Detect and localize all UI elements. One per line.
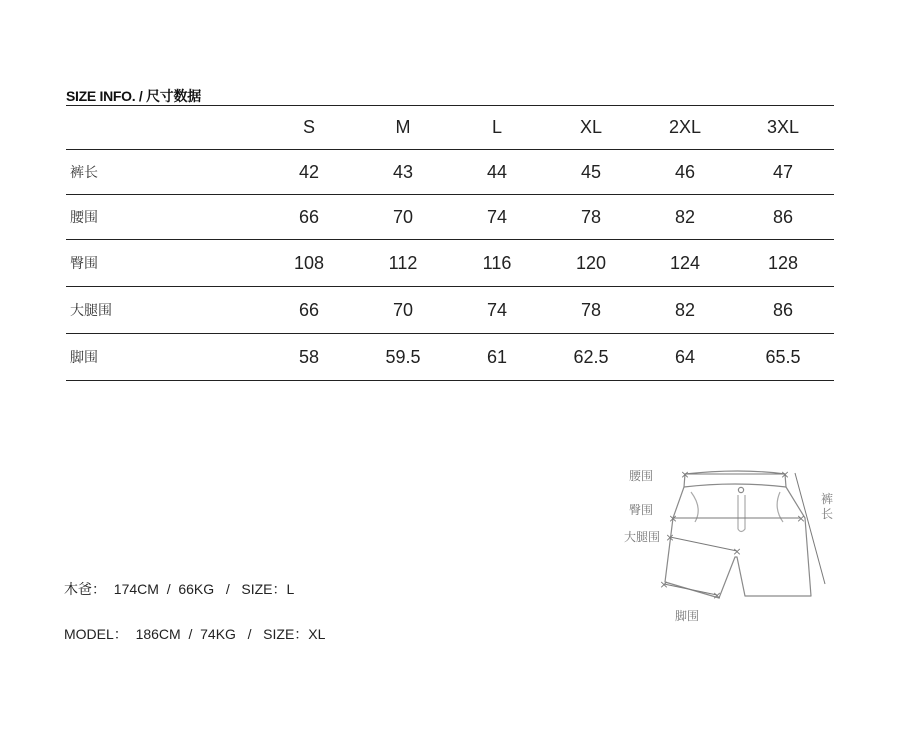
table-cell: 66 xyxy=(262,287,356,334)
table-row xyxy=(66,334,834,381)
shorts-outline xyxy=(665,471,811,598)
table-cell: 124 xyxy=(638,240,732,287)
row-label: 脚围 xyxy=(66,334,262,381)
section-heading: SIZE INFO. / 尺寸数据 xyxy=(66,88,201,104)
table-row xyxy=(66,150,834,195)
table-row xyxy=(66,240,834,287)
table-cell: 45 xyxy=(544,150,638,195)
table-cell: 62.5 xyxy=(544,334,638,381)
size-header: XL xyxy=(544,106,638,150)
table-cell: 66 xyxy=(262,195,356,240)
table-cell: 116 xyxy=(450,240,544,287)
row-label: 腰围 xyxy=(66,195,262,240)
size-header: M xyxy=(356,106,450,150)
table-cell: 70 xyxy=(356,287,450,334)
svg-text:×: × xyxy=(668,512,678,525)
hem-label: 脚围 xyxy=(675,609,700,623)
table-cell: 86 xyxy=(732,195,834,240)
svg-text:×: × xyxy=(659,578,669,591)
shorts-measurement-diagram xyxy=(615,462,840,632)
svg-text:×: × xyxy=(796,512,806,525)
table-row xyxy=(66,287,834,334)
table-cell: 70 xyxy=(356,195,450,240)
svg-text:×: × xyxy=(780,468,790,481)
table-cell: 112 xyxy=(356,240,450,287)
table-cell: 120 xyxy=(544,240,638,287)
table-cell: 82 xyxy=(638,287,732,334)
measurement-lines xyxy=(664,473,825,595)
measurement-markers xyxy=(659,468,805,602)
table-cell: 78 xyxy=(544,287,638,334)
table-cell: 74 xyxy=(450,195,544,240)
length-label: 裤 xyxy=(821,492,834,506)
table-cell: 59.5 xyxy=(356,334,450,381)
hip-label: 臀围 xyxy=(629,503,654,517)
table-cell: 44 xyxy=(450,150,544,195)
header-empty-cell xyxy=(66,106,262,150)
table-cell: 78 xyxy=(544,195,638,240)
table-cell: 64 xyxy=(638,334,732,381)
size-table xyxy=(66,105,834,381)
table-cell: 128 xyxy=(732,240,834,287)
table-cell: 65.5 xyxy=(732,334,834,381)
size-header: S xyxy=(262,106,356,150)
table-cell: 42 xyxy=(262,150,356,195)
table-cell: 86 xyxy=(732,287,834,334)
waist-label: 腰围 xyxy=(629,469,654,483)
row-label: 大腿围 xyxy=(66,287,262,334)
table-cell: 74 xyxy=(450,287,544,334)
table-cell: 58 xyxy=(262,334,356,381)
svg-text:×: × xyxy=(732,545,742,558)
table-cell: 47 xyxy=(732,150,834,195)
table-cell: 108 xyxy=(262,240,356,287)
size-header: 2XL xyxy=(638,106,732,150)
row-label: 臀围 xyxy=(66,240,262,287)
row-label: 裤长 xyxy=(66,150,262,195)
table-header-row xyxy=(66,106,834,150)
size-header: 3XL xyxy=(732,106,834,150)
table-cell: 82 xyxy=(638,195,732,240)
svg-text:×: × xyxy=(665,531,675,544)
model-info-line: 木爸： 174CM / 66KG / SIZE：L xyxy=(64,581,295,597)
length-label: 长 xyxy=(821,507,834,521)
svg-text:×: × xyxy=(712,589,722,602)
size-header: L xyxy=(450,106,544,150)
table-cell: 46 xyxy=(638,150,732,195)
thigh-label: 大腿围 xyxy=(624,530,661,544)
svg-text:×: × xyxy=(680,468,690,481)
table-cell: 43 xyxy=(356,150,450,195)
table-cell: 61 xyxy=(450,334,544,381)
model-info-line: MODEL： 186CM / 74KG / SIZE：XL xyxy=(64,626,326,642)
table-row xyxy=(66,195,834,240)
